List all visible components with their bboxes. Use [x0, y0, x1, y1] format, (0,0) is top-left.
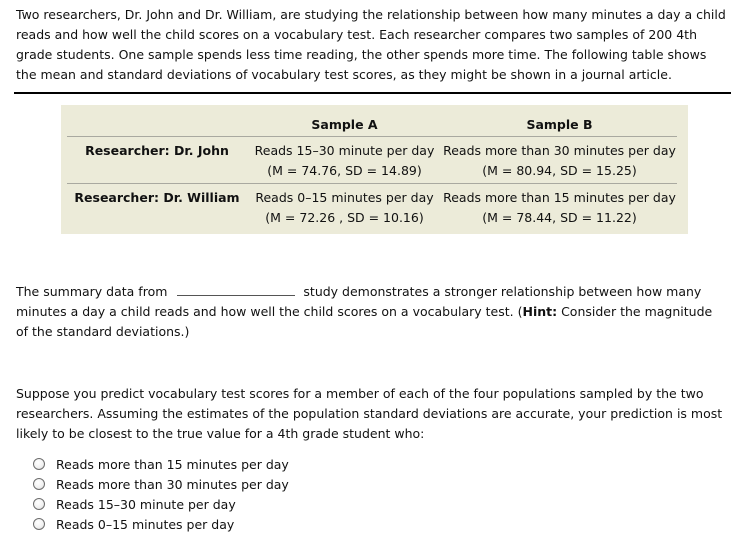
cell-william-sample-b [442, 184, 677, 229]
cell-john-sample-b-description: Reads more than 30 minutes per day [443, 143, 676, 158]
radio-button[interactable] [33, 518, 45, 530]
table-header-sample-a: Sample A [247, 113, 442, 137]
row-label-dr-william: Researcher: Dr. William [74, 190, 240, 205]
option-label: Reads 15–30 minute per day [56, 496, 236, 512]
radio-button[interactable] [33, 458, 45, 470]
option-more-than-15[interactable] [33, 454, 289, 474]
row-label-dr-john: Researcher: Dr. John [67, 137, 247, 184]
table-header-sample-b: Sample B [442, 113, 677, 137]
question-paragraph: Suppose you predict vocabulary test scores for a member of each of the four populations sampled by the two researchers. Assuming the estimates of the population standard deviations are accurate, your prediction is most likely to be closest to the true value for a 4th grade student who: [16, 386, 723, 441]
cell-john-sample-a-stats: (M = 74.76, SD = 14.89) [267, 163, 422, 178]
radio-button[interactable] [33, 478, 45, 490]
answer-options [33, 454, 289, 534]
summary-text-before-blank: The summary data from [16, 284, 168, 299]
option-label: Reads more than 30 minutes per day [56, 476, 289, 492]
hint-text: Consider the magnitude of the standard deviations.) [16, 304, 713, 339]
intro-paragraph: Two researchers, Dr. John and Dr. William, are studying the relationship between how many minutes a day a child reads and how well the child scores on a vocabulary test. Each researcher compares two samples of 200 4th grade students. One sample spends less time reading, the other spends more time. The following table shows the mean and standard deviations of vocabulary test scores, as they might be shown in a journal article. [16, 7, 726, 82]
cell-john-sample-a [247, 137, 442, 184]
hint-label: Hint: [522, 304, 558, 319]
cell-william-sample-a-description: Reads 0–15 minutes per day [255, 190, 434, 205]
cell-william-sample-a-stats: (M = 72.26 , SD = 10.16) [265, 210, 424, 225]
summary-paragraph [16, 280, 728, 342]
radio-button[interactable] [33, 498, 45, 510]
table-row-dr-william [67, 184, 677, 229]
cell-john-sample-a-description: Reads 15–30 minute per day [254, 143, 435, 158]
summary-text-after-blank: study demonstrates a stronger relationship between how many minutes a day a child reads and how well the child scores on a vocabulary test. ( [16, 284, 702, 319]
option-label: Reads 0–15 minutes per day [56, 516, 235, 532]
option-label: Reads more than 15 minutes per day [56, 456, 289, 472]
option-15-to-30[interactable] [33, 494, 289, 514]
table-row-dr-john [67, 137, 677, 184]
researcher-blank-dropdown[interactable] [177, 280, 295, 296]
cell-william-sample-b-stats: (M = 78.44, SD = 11.22) [482, 210, 637, 225]
option-more-than-30[interactable] [33, 474, 289, 494]
section-divider [14, 92, 731, 94]
cell-william-sample-a [247, 184, 442, 229]
option-0-to-15[interactable] [33, 514, 289, 534]
scores-table-panel [61, 105, 688, 234]
cell-william-sample-b-description: Reads more than 15 minutes per day [443, 190, 676, 205]
cell-john-sample-b [442, 137, 677, 184]
table-header-empty [67, 113, 247, 137]
cell-john-sample-b-stats: (M = 80.94, SD = 15.25) [482, 163, 637, 178]
scores-table [67, 113, 677, 228]
